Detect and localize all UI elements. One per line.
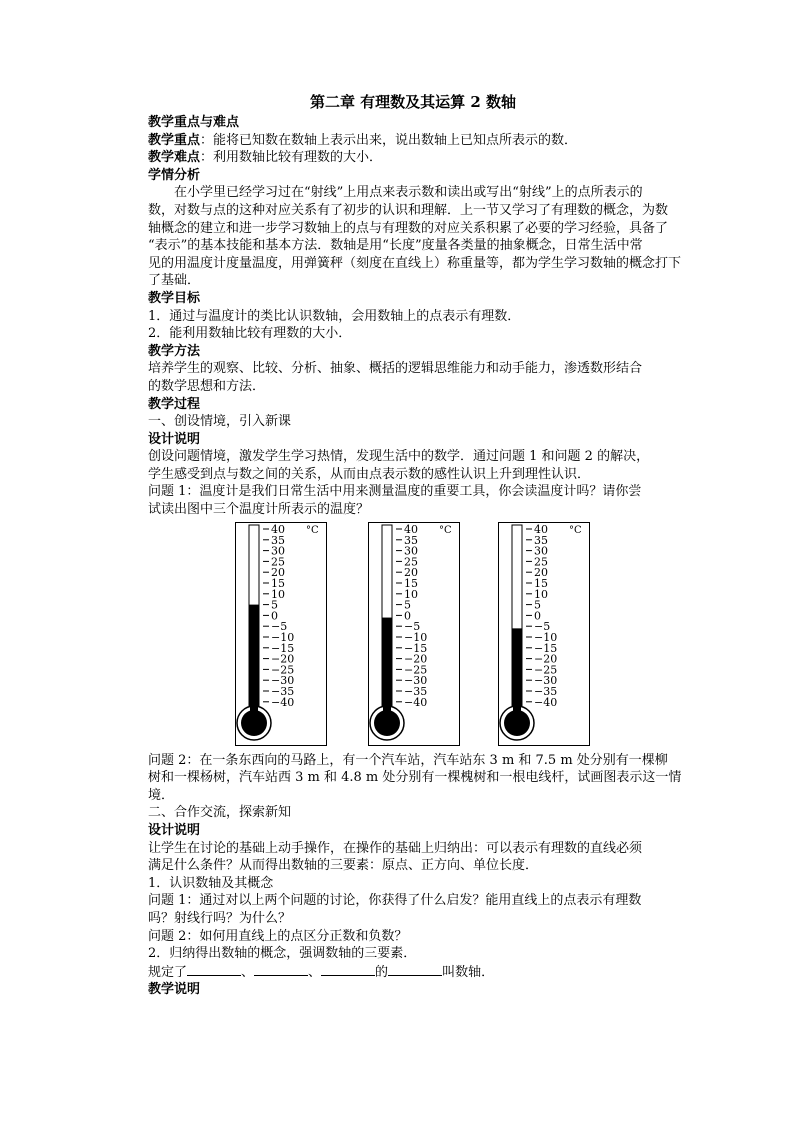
difficult-label: 教学难点 bbox=[148, 150, 201, 166]
mercury-column bbox=[249, 604, 259, 714]
design-line: 让学生在讨论的基础上动手操作，在操作的基础上归纳出：可以表示有理数的直线必须 bbox=[148, 840, 643, 856]
scale-label: −40 bbox=[404, 695, 428, 709]
scale-label: 30 bbox=[404, 544, 418, 558]
fill-suffix: 叫数轴． bbox=[442, 964, 495, 980]
scale-label: 15 bbox=[534, 576, 548, 590]
scale-label: 10 bbox=[534, 587, 548, 601]
scale-label: −15 bbox=[271, 641, 295, 655]
question-line: 试读出图中三个温度计所表示的温度？ bbox=[148, 502, 370, 518]
scale-label: −35 bbox=[404, 684, 428, 698]
bulb-neck bbox=[513, 705, 521, 711]
fill-in-line bbox=[148, 963, 678, 982]
analysis-line: 了基础． bbox=[148, 273, 201, 289]
scale-label: −10 bbox=[404, 630, 428, 644]
scale-label: −40 bbox=[534, 695, 558, 709]
unit-label: °C bbox=[306, 524, 319, 536]
fill-sep: 、 bbox=[308, 964, 322, 980]
scale-label: 5 bbox=[404, 598, 411, 612]
fill-de: 的 bbox=[375, 964, 389, 980]
heading-key-difficult: 教学重点与难点 bbox=[148, 115, 240, 130]
scale-label: −15 bbox=[404, 641, 428, 655]
scale-label: −15 bbox=[534, 641, 558, 655]
scale-label: −35 bbox=[271, 684, 295, 698]
scale-label: 40 bbox=[404, 522, 418, 536]
question-line: 问题 2：在一条东西向的马路上，有一个汽车站，汽车站东 3 m 和 7.5 m 处分别有一棵柳 bbox=[148, 752, 668, 768]
scale-label: −20 bbox=[534, 652, 558, 666]
scale-label: 25 bbox=[534, 555, 548, 569]
scale-label: −5 bbox=[534, 619, 551, 633]
scale-label: −35 bbox=[534, 684, 558, 698]
heading-process: 教学过程 bbox=[148, 396, 201, 412]
unit-label: °C bbox=[439, 524, 452, 536]
scale-label: 25 bbox=[271, 555, 285, 569]
scale-label: −10 bbox=[534, 630, 558, 644]
scale-label: −25 bbox=[404, 663, 428, 677]
blank-direction[interactable] bbox=[254, 963, 308, 976]
step-title: 1．认识数轴及其概念 bbox=[148, 875, 274, 891]
page-title: 第二章 有理数及其运算 2 数轴 bbox=[309, 93, 517, 111]
scale-label: 0 bbox=[534, 609, 541, 623]
thermometer-1 bbox=[235, 522, 327, 746]
question-line: 问题 1：温度计是我们日常生活中用来测量温度的重要工具，你会读温度计吗？请你尝 bbox=[148, 484, 642, 500]
design-line: 满足什么条件？从而得出数轴的三要素：原点、正方向、单位长度． bbox=[148, 858, 539, 874]
mercury-column bbox=[512, 628, 522, 715]
question-line: 境． bbox=[148, 787, 175, 803]
scale-label: −30 bbox=[271, 673, 295, 687]
scale-label: −30 bbox=[534, 673, 558, 687]
scale-label: 15 bbox=[271, 576, 285, 590]
thermometer-3 bbox=[498, 522, 590, 746]
blank-unit[interactable] bbox=[321, 963, 375, 976]
method-line: 培养学生的观察、比较、分析、抽象、概括的逻辑思维能力和动手能力，渗透数形结合 bbox=[148, 361, 643, 377]
bulb-inner bbox=[504, 710, 530, 736]
scale-label: 40 bbox=[534, 522, 548, 536]
scale-label: −40 bbox=[271, 695, 295, 709]
scale-label: 20 bbox=[404, 565, 418, 579]
key-label: 教学重点 bbox=[148, 132, 201, 148]
scale-label: 10 bbox=[404, 587, 418, 601]
scale-label: 35 bbox=[404, 533, 418, 547]
bulb-inner bbox=[241, 710, 267, 736]
scale-label: 30 bbox=[271, 544, 285, 558]
scale-label: −20 bbox=[271, 652, 295, 666]
bulb-inner bbox=[374, 710, 400, 736]
heading-analysis: 学情分析 bbox=[148, 167, 201, 183]
goal-item: 2．能利用数轴比较有理数的大小． bbox=[148, 326, 352, 342]
scale-label: 30 bbox=[534, 544, 548, 558]
scale-label: 40 bbox=[271, 522, 285, 536]
thermometer-2 bbox=[368, 522, 460, 746]
part-two-title: 二、合作交流，探索新知 bbox=[148, 805, 292, 821]
design-note-heading: 设计说明 bbox=[148, 823, 201, 839]
bulb-neck bbox=[250, 705, 258, 711]
method-line: 的数学思想和方法． bbox=[148, 378, 266, 394]
scale-label: 5 bbox=[271, 598, 278, 612]
step-title: 2．归纳得出数轴的概念，强调数轴的三要素． bbox=[148, 946, 417, 962]
scale-label: −10 bbox=[271, 630, 295, 644]
scale-label: −5 bbox=[271, 619, 288, 633]
analysis-line: 轴概念的建立和进一步学习数轴上的点与有理数的对应关系积累了必要的学习经验，具备了 bbox=[148, 220, 669, 236]
teaching-note-heading: 教学说明 bbox=[148, 982, 201, 998]
analysis-line: 数，对数与点的这种对应关系有了初步的认识和理解．上一节又学习了有理数的概念，为数 bbox=[148, 202, 669, 218]
difficult-text: ：利用数轴比较有理数的大小． bbox=[200, 150, 383, 166]
scale-label: 0 bbox=[271, 609, 278, 623]
blank-line[interactable] bbox=[388, 963, 442, 976]
blank-origin[interactable] bbox=[187, 963, 241, 976]
heading-method: 教学方法 bbox=[148, 343, 201, 359]
key-point-line bbox=[148, 132, 678, 150]
scale-label: 10 bbox=[271, 587, 285, 601]
goal-item: 1．通过与温度计的类比认识数轴，会用数轴上的点表示有理数． bbox=[148, 308, 521, 324]
scale-label: 35 bbox=[534, 533, 548, 547]
question-line: 吗？射线行吗？为什么？ bbox=[148, 911, 292, 926]
scale-label: 15 bbox=[404, 576, 418, 590]
scale-label: −5 bbox=[404, 619, 421, 633]
scale-label: 20 bbox=[271, 565, 285, 579]
analysis-line: 在小学里已经学习过在“射线”上用点来表示数和读出或写出“射线”上的点所表示的 bbox=[174, 185, 643, 201]
scale-label: −25 bbox=[534, 663, 558, 677]
bulb-neck bbox=[383, 705, 391, 711]
scale-label: 5 bbox=[534, 598, 541, 612]
fill-prefix: 规定了 bbox=[148, 964, 188, 980]
document-body bbox=[148, 92, 682, 999]
heading-goals: 教学目标 bbox=[148, 290, 201, 306]
scale-label: 20 bbox=[534, 565, 548, 579]
question-line: 树和一棵杨树，汽车站西 3 m 和 4.8 m 处分别有一棵槐树和一根电线杆，试画图表示这一情 bbox=[148, 770, 682, 786]
question-line: 问题 2：如何用直线上的点区分正数和负数？ bbox=[148, 928, 408, 944]
fill-sep: 、 bbox=[241, 964, 255, 980]
scale-label: 25 bbox=[404, 555, 418, 569]
scale-label: −25 bbox=[271, 663, 295, 677]
design-note-heading: 设计说明 bbox=[148, 431, 201, 447]
analysis-line: 见的用温度计度量温度，用弹簧秤（刻度在直线上）称重量等，都为学生学习数轴的概念打下 bbox=[148, 255, 682, 271]
thermometer-figure bbox=[148, 522, 678, 750]
question-line: 问题 1：通过对以上两个问题的讨论，你获得了什么启发？能用直线上的点表示有理数 bbox=[148, 893, 642, 909]
scale-label: −20 bbox=[404, 652, 428, 666]
scale-label: 35 bbox=[271, 533, 285, 547]
mercury-column bbox=[382, 617, 392, 714]
scale-label: 0 bbox=[404, 609, 411, 623]
unit-label: °C bbox=[569, 524, 582, 536]
part-one-title: 一、创设情境，引入新课 bbox=[148, 414, 292, 430]
analysis-line: “表示”的基本技能和基本方法．数轴是用“长度”度量各类量的抽象概念，日常生活中常 bbox=[148, 238, 643, 254]
design-line: 创设问题情境，激发学生学习热情，发现生活中的数学．通过问题 1 和问题 2 的解决， bbox=[148, 449, 650, 465]
scale-label: −30 bbox=[404, 673, 428, 687]
design-line: 学生感受到点与数之间的关系，从而由点表示数的感性认识上升到理性认识． bbox=[148, 466, 591, 482]
key-text: ：能将已知数在数轴上表示出来，说出数轴上已知点所表示的数． bbox=[200, 132, 578, 148]
difficult-point-line bbox=[148, 149, 678, 167]
